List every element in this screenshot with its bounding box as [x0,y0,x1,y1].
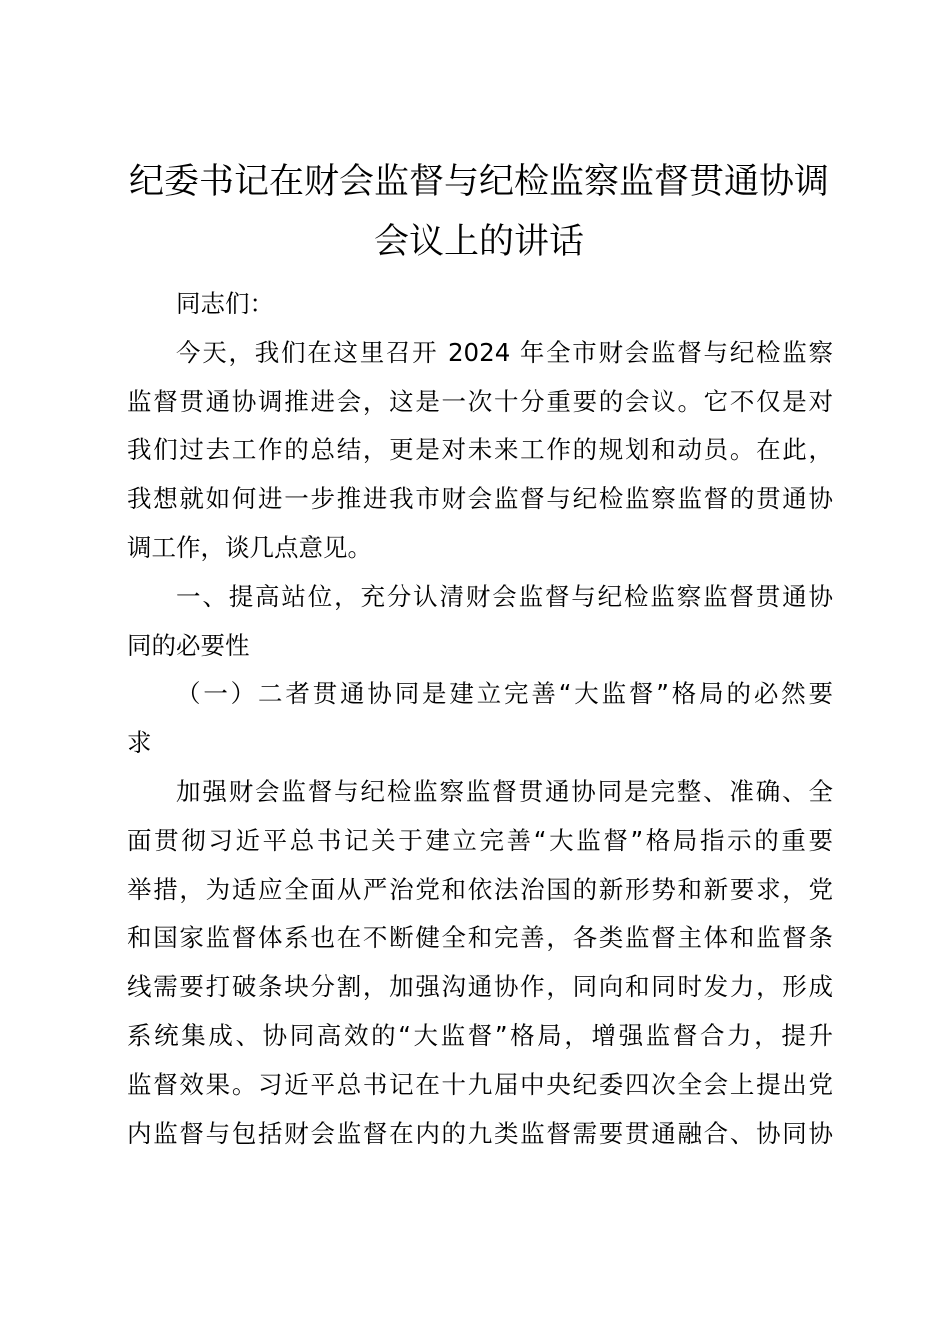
text-line: 求 [127,728,152,758]
text-line: （一）二者贯通协同是建立完善“大监督”格局的必然要 [176,679,833,709]
document-body [127,280,833,1158]
document-title [120,152,838,272]
text-line: 系统集成、协同高效的“大监督”格局，增强监督合力，提升 [127,1020,833,1050]
text-line: 今天，我们在这里召开 2024 年全市财会监督与纪检监察 [176,337,833,367]
text-line: 同志们： [176,289,274,318]
title-line-2: 会议上的讲话 [373,222,584,262]
intro-paragraph [127,329,833,573]
body-paragraph [127,768,833,1158]
text-line: 我们过去工作的总结，更是对未来工作的规划和动员。在此， [127,435,833,465]
text-line: 监督效果。习近平总书记在十九届中央纪委四次全会上提出党 [127,1069,833,1099]
text-line: 同的必要性 [127,630,250,660]
text-line: 内监督与包括财会监督在内的九类监督需要贯通融合、协同协 [127,1118,833,1148]
text-line: 面贯彻习近平总书记关于建立完善“大监督”格局指示的重要 [127,825,833,855]
title-line-1: 纪委书记在财会监督与纪检监察监督贯通协调 [128,162,829,202]
salutation-paragraph [127,280,833,329]
section-heading-1 [127,573,833,671]
text-line: 加强财会监督与纪检监察监督贯通协同是完整、准确、全 [176,776,833,806]
text-line: 和国家监督体系也在不断健全和完善，各类监督主体和监督条 [127,923,833,953]
text-line: 举措，为适应全面从严治党和依法治国的新形势和新要求，党 [127,874,833,904]
text-line: 线需要打破条块分割，加强沟通协作，同向和同时发力，形成 [127,972,833,1002]
text-line: 我想就如何进一步推进我市财会监督与纪检监察监督的贯通协 [127,484,833,514]
subsection-heading-1 [127,670,833,768]
text-line: 一、提高站位，充分认清财会监督与纪检监察监督贯通协 [176,581,833,611]
text-line: 监督贯通协调推进会，这是一次十分重要的会议。它不仅是对 [127,386,833,416]
text-line: 调工作，谈几点意见。 [127,532,372,562]
